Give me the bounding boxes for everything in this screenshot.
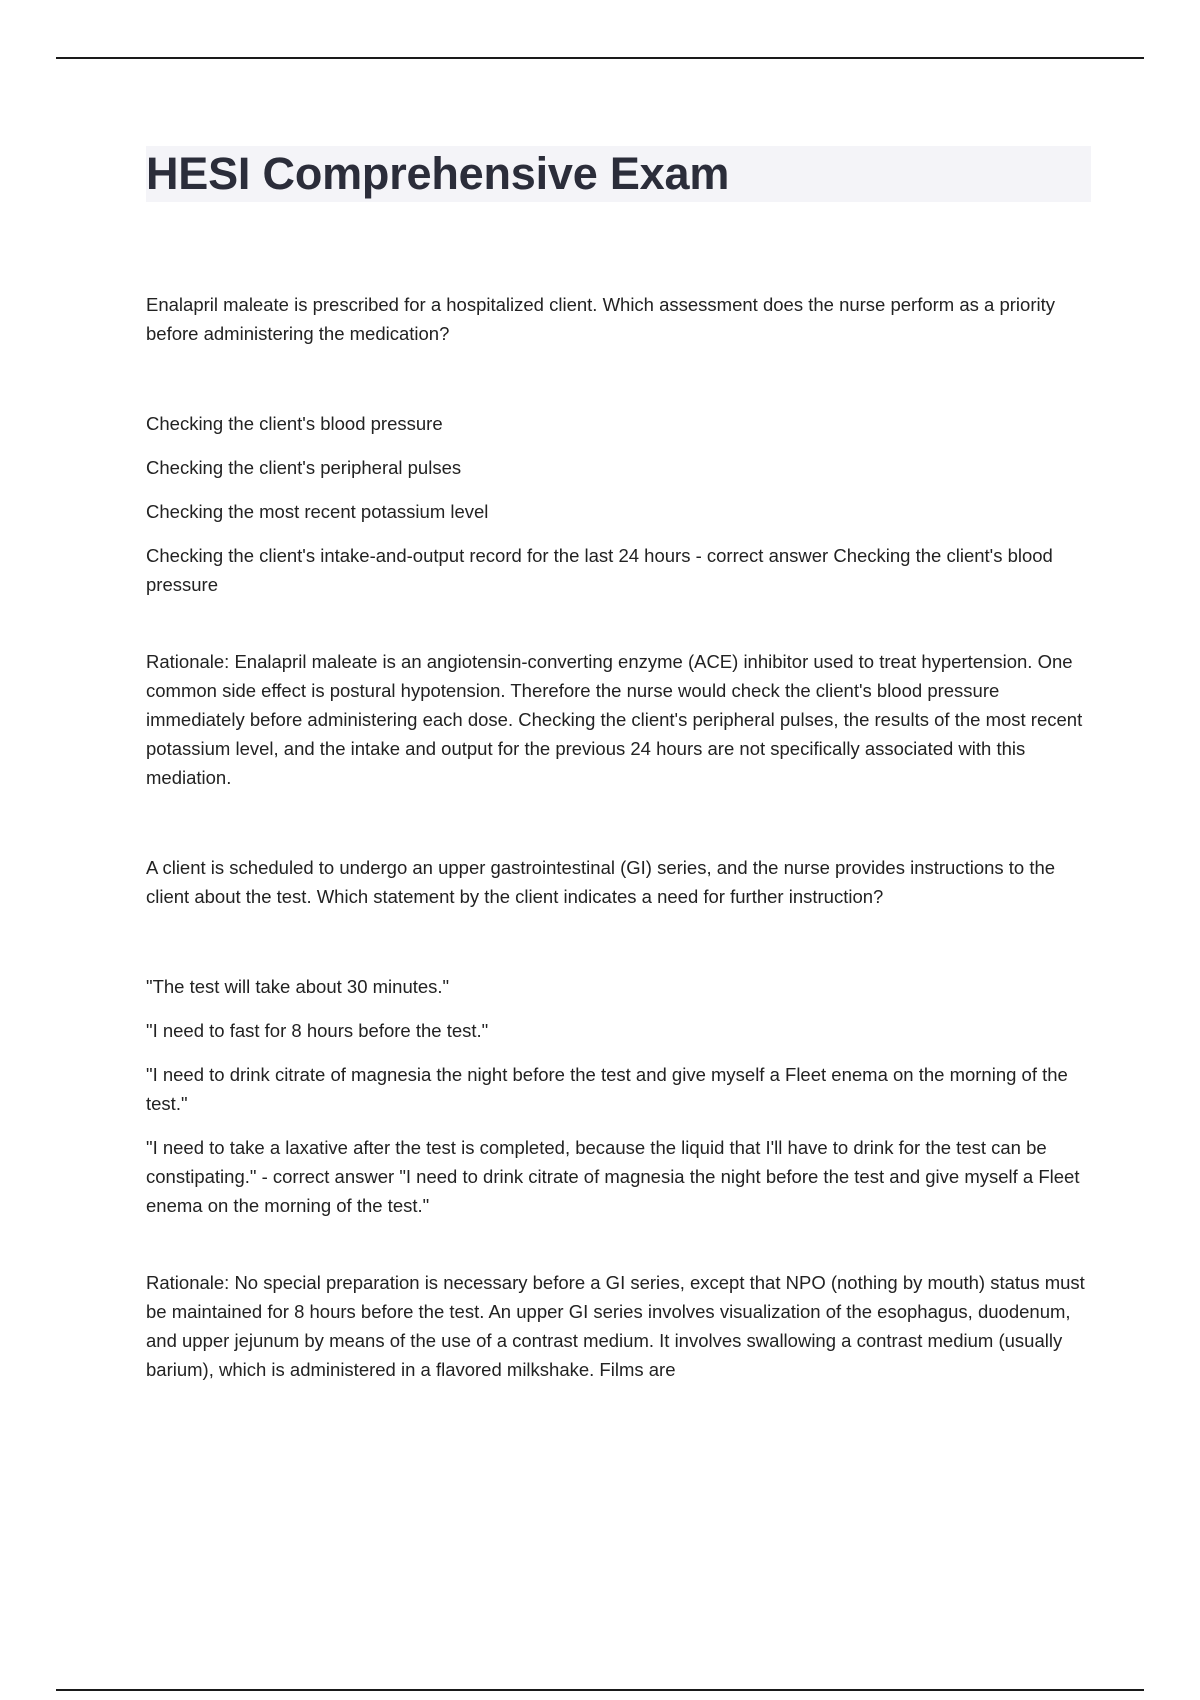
top-divider [56,57,1144,59]
document-body [146,146,1091,1384]
question-1-options [146,409,1091,599]
question-1-rationale: Rationale: Enalapril maleate is an angiotensin-converting enzyme (ACE) inhibitor used to treat hypertension. One common side effect is postural hypotension. Therefore the nurse would check the client's blood pressure immediately before administering each dose. Checking the client's peripheral pulses, the results of the most recent potassium level, and the intake and output for the previous 24 hours are not specifically associated with this mediation. [146,651,1083,788]
question-2-option: "I need to drink citrate of magnesia the night before the test and give myself a Fleet enema on the morning of the test." [146,1064,1068,1114]
question-2-option: "The test will take about 30 minutes." [146,976,450,997]
question-1-option: Checking the client's blood pressure [146,413,443,434]
question-1-option-with-answer: Checking the client's intake-and-output record for the last 24 hours - correct answer Checking the client's blood pressure [146,545,1053,595]
question-1-option: Checking the most recent potassium level [146,501,489,522]
question-2-prompt: A client is scheduled to undergo an upper gastrointestinal (GI) series, and the nurse provides instructions to the client about the test. Which statement by the client indicates a need for further instruction? [146,857,1056,907]
question-1-prompt: Enalapril maleate is prescribed for a hospitalized client. Which assessment does the nurse perform as a priority before administering the medication? [146,294,1055,344]
question-2-options [146,972,1091,1220]
question-2-option: "I need to fast for 8 hours before the test." [146,1020,489,1041]
page-title: HESI Comprehensive Exam [146,148,730,199]
question-2-rationale: Rationale: No special preparation is necessary before a GI series, except that NPO (nothing by mouth) status must be maintained for 8 hours before the test. An upper GI series involves visualization of the esophagus, duodenum, and upper jejunum by means of the use of a contrast medium. It involves swallowing a contrast medium (usually barium), which is administered in a flavored milkshake. Films are [146,1272,1085,1380]
question-1-option: Checking the client's peripheral pulses [146,457,462,478]
bottom-divider [56,1689,1144,1691]
question-2-option-with-answer: "I need to take a laxative after the test is completed, because the liquid that I'll have to drink for the test can be constipating." - correct answer "I need to drink citrate of magnesia the night before the test and give myself a Fleet enema on the morning of the test." [146,1137,1080,1216]
title-band [146,146,1091,202]
